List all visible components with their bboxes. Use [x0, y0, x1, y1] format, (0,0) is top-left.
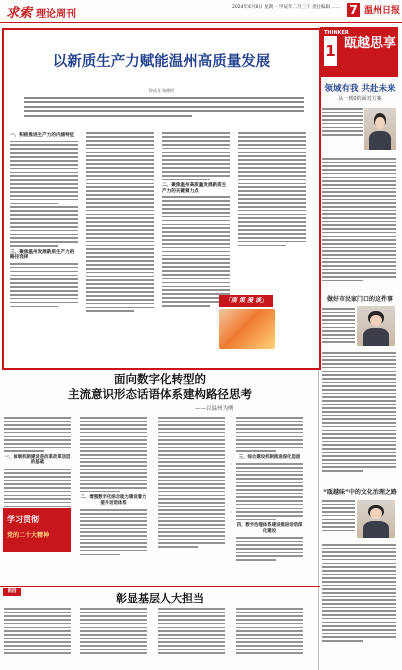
top-article-subhead-1: 一、积极推进生产力的内涵特征	[10, 133, 75, 138]
lower-article-column-3	[158, 415, 225, 550]
lower-article-subhead-2: 二、增强数字化综合能力建设着力提升话语体系	[80, 495, 147, 506]
right-article-body-4	[322, 350, 396, 474]
thinker-number: 1	[324, 36, 337, 66]
lower-article-subtitle: ——以温州为例	[195, 406, 234, 412]
lower-article-column-4	[236, 415, 303, 563]
lower-article-subhead-1: 一、体制机制建设是改革改革顶层的基础	[4, 454, 71, 466]
top-article-column-4	[238, 130, 306, 248]
lower-article-headline	[0, 372, 320, 402]
author-portrait-1	[364, 108, 396, 150]
top-article-column-2	[86, 130, 154, 314]
study-banner	[3, 508, 71, 552]
top-article-subhead-3: 三、聚焦温州发展新质生产力的路径选择	[10, 249, 75, 261]
lower-article-subhead-4: 四、数字治理体系建设推进话语深化建设	[236, 523, 303, 534]
bottom-article-column-3	[158, 606, 225, 656]
promo-illustration	[219, 309, 275, 349]
author-portrait-2	[357, 306, 395, 346]
page-number: 7	[347, 3, 360, 17]
top-article-lead	[24, 94, 304, 122]
newspaper-brand: 温州日报	[364, 6, 401, 16]
promo-box	[219, 295, 279, 351]
top-article-headline: 以新质生产力赋能温州高质量发展	[52, 54, 271, 70]
right-article-head-3: “瓯越味”中的文化治理之路	[323, 489, 397, 496]
bottom-article-column-4	[236, 606, 303, 656]
section-title: 理论周刊	[36, 9, 76, 20]
bottom-article-headline: 彰显基层人大担当	[116, 592, 204, 605]
bottom-article-column-2	[80, 606, 147, 656]
lower-headline-line-1: 面向数字化转型的	[114, 372, 206, 386]
promo-badge: 「南 策 漫 谈」	[219, 295, 273, 307]
top-article-subhead-2: 二、聚焦温州高质量发展新质生产力的关键着力点	[162, 183, 227, 194]
section-divider	[0, 586, 320, 587]
thinker-banner	[320, 27, 398, 77]
study-title: 学习贯彻	[7, 515, 39, 524]
lower-article-column-2	[80, 415, 147, 557]
right-article-title: 领域有我 共赴未来	[324, 84, 396, 94]
issue-info: 2024年4月8日 星期一 甲辰年二月三十 责任编辑 ……	[232, 5, 341, 10]
masthead-logo: 求索	[6, 6, 33, 21]
top-article-byline: 徐成龙 杨德明	[148, 88, 175, 93]
lower-article-subhead-3: 三、综合建设机制推进深化层面	[238, 454, 301, 460]
thinker-title: 瓯越思享	[344, 36, 397, 51]
author-portrait-3	[357, 500, 395, 538]
top-article-frame	[2, 28, 321, 370]
right-article-body-6	[322, 542, 396, 644]
lower-article-column-1	[4, 415, 71, 513]
top-article-column-3	[162, 130, 230, 309]
right-article-head-2: 做好市民家门口的这件事	[326, 296, 393, 303]
study-subtitle: 党的二十大精神	[7, 532, 50, 539]
right-article-subtitle: 从一到0的面对方案	[338, 96, 382, 102]
right-article-body-2	[322, 156, 396, 283]
thinker-label: THINKER	[324, 30, 349, 36]
section-tag: 前沿	[3, 588, 21, 596]
masthead	[0, 0, 402, 23]
lower-headline-line-2: 主流意识形态话语体系建构路径思考	[68, 387, 252, 401]
bottom-article-column-1	[4, 606, 71, 656]
top-article-column-1	[10, 130, 78, 309]
